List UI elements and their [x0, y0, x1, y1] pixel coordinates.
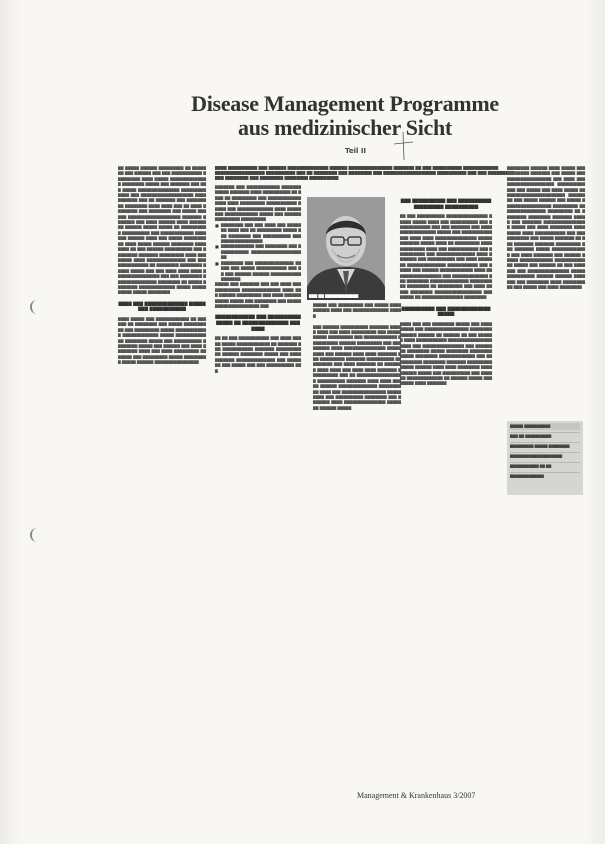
info-box-row: ▇▇▇▇▇▇▇▇▇▇▇▇▇	[510, 472, 580, 480]
article-part: Teil II	[345, 147, 367, 155]
headline-line-1: Disease Management Programme	[191, 91, 499, 116]
author-photo	[307, 197, 385, 300]
info-box	[507, 421, 583, 495]
text-column-3: ▇▇▇▇▇ ▇▇▇ ▇▇▇▇▇▇▇▇▇ ▇▇▇ ▇▇▇▇▇ ▇▇▇▇▇▇▇▇▇▇ ▇▇▇▇ ▇▇▇ ▇▇▇▇▇▇▇▇▇▇▇▇▇ ▇▇▇▇▇ ▇▇▇ ▇▇▇▇▇▇ ▇▇▇▇▇▇▇▇▇▇ ▇▇▇▇▇▇▇ ▇▇▇▇▇ ▇▇▇▇ ▇▇▇ ▇▇▇▇ ▇▇▇▇▇▇▇▇▇ ▇▇▇ ▇▇▇▇▇▇▇▇▇▇ ▇▇▇▇▇▇▇▇▇ ▇▇▇ ▇▇▇▇▇▇▇▇▇▇▇▇ ▇▇▇▇▇▇▇▇▇▇ ▇▇▇▇▇▇ ▇▇▇▇▇▇▇▇▇ ▇▇▇ ▇▇▇ ▇▇▇▇▇▇ ▇▇▇▇ ▇▇▇▇▇▇▇▇▇▇▇▇▇▇▇ ▇▇▇▇▇▇▇▇▇ ▇▇▇ ▇▇▇▇▇▇ ▇▇▇▇ ▇▇▇▇ ▇▇▇▇▇▇▇ ▇▇▇ ▇▇▇▇▇▇▇▇▇ ▇▇▇▇▇▇▇ ▇▇▇▇▇▇▇▇▇▇ ▇▇▇▇▇▇▇▇▇ ▇▇▇ ▇▇▇▇ ▇▇▇▇▇▇▇ ▇▇ ▇▇▇▇▇▇▇ ▇▇▇▇ ▇▇▇▇ ▇▇▇ ▇▇▇▇ ▇▇▇▇ ▇▇▇▇▇▇▇ ▇▇▇▇▇▇▇▇▇▇ ▇▇▇ ▇▇ ▇▇▇▇▇▇▇▇▇▇▇▇▇▇▇▇▇ ▇▇▇▇▇▇▇▇▇▇ ▇▇▇▇▇▇▇ ▇▇▇▇ ▇▇▇▇ ▇▇▇▇▇ ▇▇▇▇▇▇ ▇▇▇▇▇▇▇▇▇▇▇▇▇▇ ▇▇▇▇▇▇▇▇▇▇ ▇▇▇▇ ▇▇▇ ▇▇▇▇▇▇▇▇▇▇▇▇▇▇▇▇ ▇▇▇▇▇▇▇▇▇ ▇▇▇ ▇▇▇▇▇▇▇▇▇▇ ▇▇▇▇▇▇▇▇ ▇▇▇ ▇▇▇▇▇▇▇ ▇▇▇▇ ▇▇▇▇▇▇▇▇▇▇▇▇▇▇▇ ▇▇▇▇▇▇▇ ▇▇▇▇▇▇ ▇▇▇▇▇	[313, 303, 401, 410]
column-4-heading-1: ▇▇▇ ▇▇▇▇▇▇▇▇▇▇ ▇▇▇ ▇▇▇▇▇▇▇▇▇▇▇▇▇▇▇▇▇▇▇ ▇▇▇▇▇▇▇▇▇▇	[400, 199, 492, 210]
text-column-5: ▇▇▇▇▇▇▇▇ ▇▇▇▇▇▇ ▇▇▇▇ ▇▇▇▇▇ ▇▇▇▇▇▇▇▇▇▇▇ ▇▇▇▇▇▇▇ ▇▇▇ ▇▇▇▇▇ ▇▇▇ ▇▇▇▇▇▇▇▇▇▇▇▇▇▇▇▇ ▇▇▇ ▇▇▇▇ ▇▇▇ ▇▇▇▇▇▇▇▇▇▇▇▇▇▇▇▇▇ ▇▇▇▇▇▇▇▇▇▇▇▇▇ ▇▇▇ ▇▇▇▇▇ ▇▇▇ ▇▇▇▇ ▇▇▇▇▇ ▇▇▇▇▇▇▇▇▇▇▇▇▇▇▇▇▇▇▇▇▇▇▇ ▇▇▇▇▇▇▇▇ ▇▇▇ ▇▇▇▇▇ ▇▇▇▇▇▇ ▇▇▇ ▇▇▇▇▇ ▇▇▇▇▇▇▇▇▇▇▇▇▇▇▇▇▇ ▇▇▇▇▇▇▇▇▇ ▇▇▇▇▇▇▇▇▇▇▇▇▇▇▇▇ ▇▇▇▇▇▇▇▇▇ ▇▇ ▇▇▇▇▇▇▇▇ ▇▇▇▇▇▇▇▇ ▇▇▇▇▇▇▇ ▇▇▇▇▇ ▇▇▇ ▇▇▇▇▇▇▇ ▇▇▇▇▇▇▇▇▇▇▇▇▇▇▇▇ ▇▇▇▇▇ ▇▇▇ ▇▇▇▇ ▇▇▇▇▇▇▇▇ ▇▇▇▇ ▇▇▇▇▇ ▇▇▇▇ ▇▇▇▇▇▇▇▇▇▇▇ ▇▇▇ ▇▇▇▇▇▇▇▇▇▇▇ ▇▇▇ ▇▇▇▇▇ ▇▇▇▇▇▇▇ ▇▇ ▇▇▇ ▇▇▇▇▇▇▇ ▇▇▇▇▇▇▇ ▇▇▇▇▇▇▇▇▇ ▇▇▇ ▇▇▇▇▇▇▇ ▇▇▇▇▇ ▇▇▇▇▇▇▇▇▇▇▇▇▇ ▇▇▇ ▇▇▇▇ ▇▇▇▇▇▇▇ ▇▇▇ ▇▇▇▇▇▇ ▇▇▇▇▇ ▇▇▇▇▇▇▇▇▇▇▇▇ ▇▇▇▇▇▇▇▇▇▇▇▇▇ ▇▇▇▇▇ ▇▇▇ ▇▇▇▇▇▇ ▇▇ ▇▇▇ ▇▇▇▇▇▇▇ ▇▇▇ ▇▇▇▇▇▇▇▇▇▇▇▇▇▇▇ ▇▇▇▇▇ ▇▇▇▇▇▇▇▇▇▇ ▇▇▇▇▇▇ ▇▇▇▇▇▇ ▇▇▇▇▇▇▇ ▇▇▇ ▇▇▇▇▇▇▇▇ ▇▇▇▇ ▇▇▇▇▇▇▇▇▇▇ ▇▇▇ ▇▇▇▇▇ ▇▇▇ ▇▇▇▇ ▇▇▇▇▇▇▇▇	[507, 166, 585, 289]
publication-footer: Management & Krankenhaus 3/2007	[357, 791, 476, 800]
handwritten-mark	[392, 130, 414, 164]
headline-line-2: aus medizinischer Sicht	[238, 115, 452, 140]
info-box-row: ▇▇▇ ▇▇ ▇▇▇▇▇▇▇▇▇▇	[510, 432, 580, 440]
info-box-row: ▇▇▇▇▇▇▇▇▇▇▇ ▇▇ ▇▇	[510, 462, 580, 470]
punch-hole-mark	[30, 528, 40, 542]
text-column-4: ▇▇▇ ▇▇▇▇▇▇▇▇▇▇ ▇▇▇ ▇▇▇▇▇▇▇▇▇▇▇▇▇▇▇▇▇▇▇ ▇▇▇▇▇▇▇▇▇▇ ▇▇ ▇▇▇ ▇▇▇▇▇▇▇▇▇▇ ▇▇▇▇▇▇▇▇▇▇▇▇▇▇▇ ▇▇▇▇▇ ▇▇▇▇▇ ▇▇▇▇ ▇▇▇ ▇▇▇▇▇▇▇▇▇▇ ▇▇▇ ▇▇▇▇▇▇▇▇▇▇▇▇ ▇▇▇ ▇▇▇ ▇▇▇▇▇▇▇ ▇▇▇ ▇▇▇▇▇▇▇▇▇▇▇▇▇▇▇▇▇ ▇▇▇▇▇ ▇▇▇ ▇▇▇▇▇▇▇▇▇▇▇▇▇▇ ▇▇▇▇ ▇▇▇▇ ▇▇▇▇▇▇▇▇▇▇▇▇▇▇▇ ▇▇▇▇▇▇▇▇▇▇▇▇ ▇▇▇▇▇ ▇▇▇▇ ▇▇ ▇▇▇▇▇▇▇▇▇ ▇▇▇▇▇▇▇▇▇▇▇▇▇ ▇▇▇▇ ▇▇▇ ▇▇▇▇▇▇▇▇▇▇▇ ▇▇▇ ▇▇▇▇▇▇▇▇▇▇ ▇▇▇ ▇▇▇▇▇▇▇▇▇▇▇▇▇▇ ▇▇▇▇ ▇▇▇▇▇▇▇ ▇▇▇ ▇▇▇▇▇▇▇▇▇▇ ▇▇▇ ▇▇▇▇ ▇▇▇▇▇ ▇▇ ▇▇▇▇▇▇▇▇▇▇▇▇▇▇ ▇▇▇▇▇▇▇▇▇▇▇ ▇▇▇ ▇▇▇▇▇ ▇▇▇ ▇▇▇▇▇▇ ▇▇▇▇▇▇▇▇▇▇▇▇ ▇▇▇▇ ▇▇▇▇▇▇▇▇▇▇▇▇▇▇▇▇▇ ▇▇▇ ▇▇▇▇▇▇▇▇▇▇▇▇▇ ▇▇▇ ▇▇▇▇▇▇▇▇ ▇▇▇▇▇▇▇▇▇▇▇▇▇▇ ▇▇▇▇▇▇▇▇▇▇ ▇▇▇▇▇▇▇▇ ▇▇ ▇▇▇▇▇▇▇▇▇ ▇▇▇ ▇▇▇▇ ▇▇▇▇▇ ▇▇▇▇▇▇▇▇ ▇▇▇▇▇▇▇▇▇▇▇▇▇▇▇▇▇ ▇▇▇ ▇▇▇▇▇ ▇▇ ▇▇▇▇▇▇▇▇▇▇▇▇▇▇▇ ▇▇▇▇▇▇▇▇ ▇▇▇▇▇▇▇▇▇▇ ▇▇▇ ▇▇▇▇▇▇▇▇▇▇▇▇▇ ▇▇▇▇▇ ▇▇▇▇ ▇▇▇ ▇▇▇ ▇▇▇▇▇▇▇▇ ▇▇▇▇▇ ▇▇▇ ▇▇▇▇▇▇▇▇▇ ▇▇▇ ▇▇▇▇▇▇▇▇▇▇▇▇▇▇▇▇ ▇▇▇▇▇▇▇▇▇▇▇▇▇▇ ▇▇▇▇▇▇ ▇▇ ▇▇▇▇▇▇ ▇▇ ▇▇▇ ▇▇▇▇▇▇ ▇▇▇▇ ▇▇▇▇▇▇▇▇▇▇▇ ▇▇▇▇▇▇▇▇▇▇▇▇▇▇▇▇▇▇▇▇ ▇▇▇ ▇▇▇▇▇▇▇▇▇▇▇▇▇▇▇ ▇▇▇ ▇▇▇▇▇▇▇▇ ▇▇▇▇▇▇▇▇ ▇▇▇▇▇ ▇▇▇▇▇▇▇▇ ▇▇▇▇▇▇▇▇▇▇▇▇▇ ▇▇▇▇▇▇▇▇ ▇▇▇▇▇▇▇▇▇▇▇▇▇ ▇▇▇ ▇▇▇▇▇▇▇▇▇▇ ▇▇▇▇▇▇▇▇ ▇▇▇▇▇▇▇ ▇▇▇▇▇▇▇▇▇▇▇▇▇▇ ▇▇▇▇▇▇ ▇▇▇▇ ▇▇▇▇ ▇▇▇▇▇▇▇▇ ▇▇▇▇▇▇▇▇▇▇ ▇▇▇▇▇ ▇▇▇ ▇▇▇▇▇▇▇▇▇▇ ▇▇▇ ▇▇▇▇▇▇ ▇▇▇▇▇▇▇▇▇▇▇▇▇ ▇▇ ▇▇▇▇▇▇ ▇▇▇▇▇ ▇▇▇ ▇▇▇▇▇ ▇▇▇▇ ▇▇▇▇▇▇▇	[400, 199, 492, 386]
info-box-row: ▇▇▇▇▇▇▇▇▇ ▇▇▇▇▇ ▇▇▇▇▇▇▇▇	[510, 442, 580, 450]
info-box-row: ▇▇▇▇▇▇▇▇▇▇▇▇▇▇▇▇▇▇▇▇	[510, 452, 580, 460]
punch-hole-mark	[30, 300, 40, 314]
intro-text-block: ▇▇▇▇ ▇▇▇▇▇▇▇▇▇▇ ▇▇▇ ▇▇▇▇▇▇ ▇▇▇▇▇▇▇▇▇▇▇▇▇▇ ▇▇▇▇▇▇ ▇▇▇▇▇▇▇▇▇▇▇▇▇▇▇ ▇▇▇▇▇▇▇ ▇▇ ▇▇▇ ▇▇▇▇▇▇▇▇▇▇ ▇▇▇▇▇▇▇▇▇▇▇▇ ▇▇▇▇▇▇▇▇▇▇▇▇▇▇▇▇▇ ▇▇▇▇▇▇▇▇▇▇ ▇▇▇ ▇▇ ▇▇▇▇▇▇▇▇ ▇▇▇ ▇▇▇▇▇▇▇▇ ▇▇▇ ▇▇▇▇▇▇▇▇▇▇▇▇▇▇▇▇▇▇ ▇▇▇▇▇▇▇▇▇▇ ▇▇▇ ▇▇▇ ▇▇▇▇▇▇▇▇▇ ▇▇▇ ▇▇▇▇▇▇▇▇ ▇▇▇ ▇▇▇▇▇▇▇▇ ▇▇▇▇▇▇▇▇ ▇▇▇▇▇▇▇▇▇▇	[215, 165, 515, 180]
column-1-heading: ▇▇▇▇ ▇▇▇ ▇▇▇▇▇▇▇▇▇▇▇▇▇ ▇▇▇▇▇ ▇▇▇ ▇▇▇▇▇▇▇▇▇▇▇	[118, 301, 206, 313]
column-4-heading-2: ▇▇▇▇▇▇▇▇▇▇ ▇▇▇ ▇▇▇▇▇▇▇▇▇▇▇▇▇ ▇▇▇▇▇	[401, 306, 491, 318]
article-headline	[165, 92, 525, 140]
photo-caption: ▇▇▇ ▇▇ ▇▇▇▇▇▇▇▇▇▇▇▇	[309, 294, 359, 298]
text-column-1: ▇▇ ▇▇▇▇▇ ▇▇▇▇▇▇ ▇▇▇▇▇▇▇▇▇ ▇▇ ▇▇▇▇▇▇▇ ▇▇▇ ▇▇▇▇▇▇ ▇▇▇ ▇▇▇ ▇▇▇▇▇▇▇▇▇▇▇ ▇▇▇▇▇▇▇▇▇ ▇▇▇▇ ▇▇▇▇▇ ▇▇▇▇▇▇▇▇▇▇▇▇▇▇ ▇▇▇▇▇▇▇▇ ▇▇▇▇▇ ▇▇▇ ▇▇▇▇▇▇▇ ▇▇▇ ▇▇▇ ▇▇▇▇▇ ▇▇▇▇▇▇▇▇▇▇▇▇▇▇▇ ▇▇▇▇▇▇▇▇▇▇▇▇▇ ▇▇▇ ▇▇▇▇▇▇▇▇▇▇▇▇▇▇▇▇▇▇▇ ▇▇▇▇▇▇▇▇▇▇▇ ▇▇▇ ▇▇ ▇▇▇▇▇▇▇ ▇▇▇ ▇▇▇▇▇▇▇▇▇ ▇▇▇▇▇▇▇▇ ▇▇▇▇ ▇▇▇▇ ▇▇▇ ▇▇ ▇▇▇▇ ▇▇▇▇▇▇▇▇ ▇▇▇ ▇▇▇▇▇▇▇▇ ▇▇▇ ▇▇▇▇▇ ▇▇▇ ▇▇▇ ▇▇▇▇▇▇▇▇▇▇▇▇▇▇▇▇▇▇▇ ▇▇▇▇▇▇▇ ▇▇▇▇▇▇▇ ▇▇▇ ▇▇▇▇ ▇▇▇▇▇▇ ▇▇▇▇ ▇▇▇▇▇▇▇▇ ▇▇▇▇▇▇ ▇▇▇▇▇ ▇▇▇▇▇ ▇▇ ▇▇▇▇▇▇▇▇▇▇ ▇▇▇▇▇▇▇▇▇▇ ▇▇▇ ▇▇▇▇▇▇▇▇▇▇▇▇ ▇▇▇▇▇▇▇ ▇▇▇▇▇▇ ▇▇▇▇ ▇▇▇ ▇▇▇▇▇ ▇▇▇▇▇▇▇▇ ▇▇ ▇▇▇▇ ▇▇▇▇▇ ▇▇▇▇▇▇ ▇▇▇▇▇▇▇▇ ▇▇▇▇▇▇▇▇ ▇▇ ▇▇▇ ▇▇▇▇▇▇ ▇▇▇▇▇▇▇▇▇▇ ▇▇▇ ▇▇▇▇▇▇▇▇ ▇▇▇▇▇▇▇ ▇▇▇▇▇▇▇▇▇ ▇▇▇▇ ▇▇▇▇▇▇▇▇ ▇▇▇▇ ▇▇▇▇▇▇▇▇▇▇▇▇▇▇ ▇▇▇ ▇▇▇ ▇▇▇▇▇▇▇▇▇▇▇ ▇▇ ▇▇▇▇▇▇▇▇ ▇▇▇▇▇▇▇▇ ▇▇▇▇▇ ▇▇▇▇▇ ▇▇▇ ▇▇▇ ▇▇▇▇ ▇▇▇▇ ▇▇▇▇ ▇▇▇▇▇▇▇▇▇▇▇▇▇▇▇▇ ▇▇▇ ▇▇▇ ▇▇▇▇▇▇▇▇ ▇▇▇▇▇▇▇▇▇▇▇▇▇▇▇ ▇▇▇▇▇▇▇▇ ▇▇ ▇▇▇▇▇ ▇▇▇▇▇▇▇▇ ▇▇▇▇▇▇▇▇▇▇▇▇▇ ▇▇▇▇▇ ▇▇▇▇▇▇▇▇▇▇ ▇▇▇▇▇ ▇▇▇▇▇▇▇▇ ▇▇▇▇ ▇▇▇ ▇▇▇▇▇▇▇▇▇▇▇▇▇ ▇▇▇▇▇ ▇▇▇ ▇▇▇▇▇▇▇▇▇▇▇ ▇▇▇▇ ▇▇▇▇▇ ▇▇▇ ▇▇▇▇▇▇▇▇▇▇▇▇ ▇▇ ▇▇▇ ▇▇▇ ▇▇ ▇▇▇▇▇▇▇▇ ▇▇▇ ▇▇▇▇▇ ▇▇▇▇▇▇▇▇▇▇ ▇▇▇ ▇▇▇▇▇▇▇▇▇ ▇▇▇▇▇ ▇▇▇▇▇▇▇▇▇▇▇▇ ▇▇▇▇▇▇▇▇▇▇▇▇▇ ▇▇▇▇▇ ▇▇▇▇▇▇▇▇▇▇▇▇▇ ▇▇▇▇▇▇▇▇ ▇▇▇▇▇ ▇▇▇ ▇▇▇▇▇▇▇▇▇▇ ▇▇▇▇▇▇▇▇ ▇▇▇▇▇ ▇▇▇ ▇▇▇▇▇▇ ▇▇▇ ▇▇▇▇ ▇▇▇▇▇▇▇▇ ▇▇▇▇ ▇▇▇ ▇▇▇▇ ▇▇▇▇▇▇▇▇▇ ▇▇▇▇▇▇▇ ▇▇▇ ▇▇▇▇▇▇▇▇▇ ▇▇▇▇▇ ▇▇▇▇▇▇▇▇▇ ▇▇▇▇▇ ▇▇▇▇▇▇ ▇▇▇▇▇▇▇▇▇▇▇▇▇▇▇▇	[118, 166, 206, 365]
info-box-row: ▇▇▇▇▇ ▇▇▇▇▇▇▇▇▇▇	[510, 423, 580, 430]
column-2-heading: ▇▇▇▇▇▇▇▇▇▇▇▇ ▇▇▇ ▇▇▇▇▇▇▇▇▇▇ ▇▇▇▇▇ ▇▇ ▇▇▇▇▇▇▇▇▇▇▇▇▇▇ ▇▇▇▇▇▇▇	[215, 315, 301, 332]
text-column-2: ▇▇▇▇▇▇▇ ▇▇▇ ▇▇▇▇▇▇▇▇▇▇▇▇ ▇▇▇▇▇▇▇▇▇▇▇▇ ▇▇▇▇▇▇▇ ▇▇▇▇ ▇▇▇▇▇▇▇▇▇▇ ▇▇ ▇▇▇▇ ▇▇ ▇▇▇▇▇▇▇▇▇ ▇▇▇ ▇▇▇▇▇▇▇▇▇▇▇▇▇▇▇▇ ▇▇▇▇ ▇▇▇▇▇▇▇▇▇ ▇▇▇▇▇▇▇▇▇▇▇ ▇▇▇▇▇ ▇▇▇ ▇▇▇▇▇▇▇▇▇▇▇▇▇ ▇▇▇▇ ▇▇▇▇▇ ▇▇▇ ▇▇▇▇▇▇▇▇▇▇▇▇ ▇▇▇▇▇ ▇▇▇ ▇▇▇▇▇▇▇▇▇▇▇▇▇▇▇ ▇▇▇▇▇▇▇▇▇ ■ ▇▇▇▇▇▇▇▇ ▇▇▇ ▇▇▇ ▇▇▇▇ ▇▇▇ ▇▇▇▇▇▇▇ ▇▇▇▇ ▇▇▇ ▇▇ ▇▇▇▇▇▇▇▇▇ ▇▇▇▇▇ ▇▇▇ ▇▇▇▇▇▇▇▇ ▇▇▇ ▇▇▇▇▇▇▇▇▇▇ ▇▇▇ ▇▇▇▇▇▇▇▇▇▇▇▇▇▇▇ ■ ▇▇▇▇▇▇▇▇▇▇▇▇ ▇▇▇ ▇▇▇▇▇▇▇▇ ▇▇▇ ▇▇▇▇▇▇▇▇▇▇▇ ▇▇▇▇▇▇▇▇▇▇▇▇▇▇▇▇▇▇▇▇ ■ ▇▇▇▇▇▇▇▇ ▇▇▇ ▇▇▇▇▇▇▇▇▇▇▇▇▇▇ ▇▇ ▇▇▇ ▇▇▇ ▇▇▇▇▇ ▇▇▇▇▇▇▇▇▇▇▇ ▇▇▇ ▇▇ ▇▇▇ ▇▇▇▇▇▇ ▇▇▇▇▇▇ ▇▇▇▇▇▇▇▇▇▇▇▇▇▇▇▇▇▇ ▇▇▇▇▇ ▇▇▇ ▇▇▇▇▇▇▇ ▇▇▇ ▇▇▇ ▇▇▇▇ ▇▇▇ ▇▇▇▇▇▇▇▇▇ ▇▇▇▇▇▇▇▇▇▇▇▇▇▇ ▇▇▇▇ ▇▇▇ ▇▇▇▇▇▇ ▇▇▇▇▇▇▇▇▇ ▇▇▇ ▇▇▇▇ ▇▇▇▇▇▇▇▇▇▇▇ ▇▇▇▇▇ ▇▇▇ ▇▇▇▇▇▇▇▇ ▇▇▇ ▇▇▇▇▇▇▇▇▇▇▇▇▇▇▇▇▇▇▇▇▇ ▇▇▇ ▇▇▇▇▇▇▇▇▇▇▇▇ ▇▇▇ ▇▇▇▇▇▇▇▇▇▇ ▇▇▇▇▇ ▇▇ ▇▇▇▇▇▇▇▇▇▇▇▇▇▇ ▇▇▇▇▇▇▇ ▇▇ ▇▇ ▇▇▇ ▇▇▇▇▇▇▇▇▇▇▇ ▇▇▇ ▇▇▇▇ ▇▇▇▇▇ ▇▇▇▇▇ ▇▇▇▇▇▇▇▇▇▇▇▇ ▇▇ ▇▇▇▇▇▇▇ ▇▇▇ ▇▇▇▇▇▇▇▇▇▇▇ ▇▇▇▇▇▇▇ ▇▇▇▇▇▇▇▇▇ ▇▇ ▇▇▇▇▇▇ ▇▇▇▇▇▇▇▇ ▇▇▇▇▇ ▇▇▇ ▇▇▇▇ ▇▇▇▇▇▇▇ ▇▇▇▇▇▇▇▇▇▇▇▇▇▇ ▇▇▇ ▇▇▇▇▇▇▇ ▇▇▇ ▇▇▇▇▇ ▇▇▇ ▇▇▇ ▇▇▇▇▇▇▇▇▇▇ ▇▇▇	[215, 185, 301, 374]
